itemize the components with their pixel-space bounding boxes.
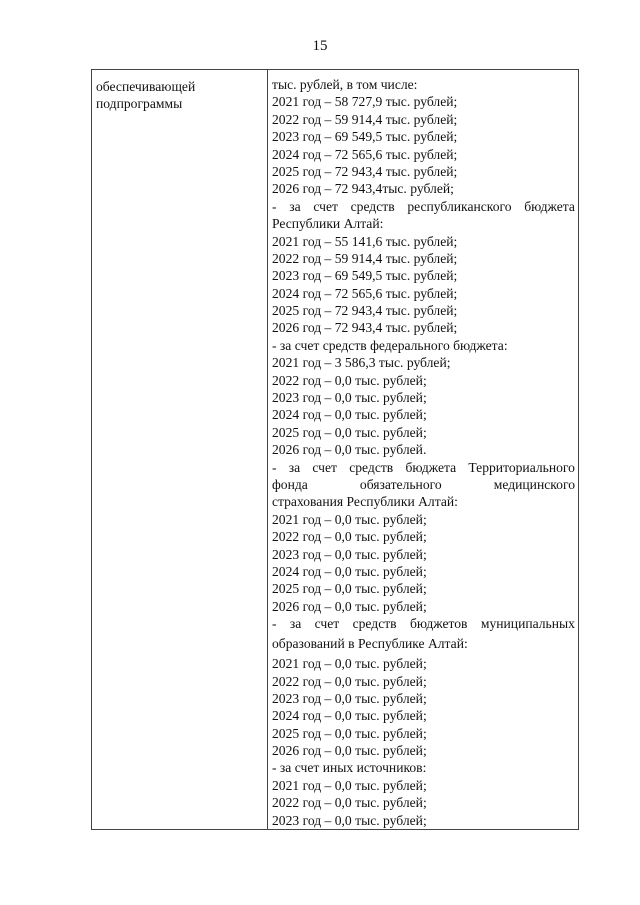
word: за	[289, 616, 302, 632]
source-heading-continued	[272, 476, 575, 493]
word: бюджетов	[409, 616, 468, 632]
funding-total-intro: тыс. рублей, в том числе:	[272, 77, 418, 92]
word: за	[289, 198, 301, 214]
funding-year-line: 2026 год – 0,0 тыс. рублей;	[272, 598, 427, 614]
funding-year-line: 2023 год – 69 549,5 тыс. рублей;	[272, 129, 458, 145]
funding-year-line: 2026 год – 0,0 тыс. рублей;	[272, 743, 427, 759]
word: -	[272, 198, 277, 214]
word: средств	[352, 616, 397, 632]
word: счет	[314, 616, 340, 632]
word: за	[288, 459, 301, 475]
funding-year-line: 2021 год – 58 727,9 тыс. рублей;	[272, 94, 458, 110]
column-divider	[267, 70, 268, 829]
funding-year-line: 2023 год – 0,0 тыс. рублей;	[272, 812, 427, 828]
word: республиканского	[407, 198, 512, 214]
funding-year-line: 2025 год – 0,0 тыс. рублей;	[272, 581, 427, 597]
funding-year-line: 2025 год – 72 943,4 тыс. рублей;	[272, 163, 458, 179]
funding-year-line: 2022 год – 0,0 тыс. рублей;	[272, 372, 427, 388]
left-cell	[96, 78, 261, 113]
funding-year-line: 2025 год – 72 943,4 тыс. рублей;	[272, 303, 458, 319]
word: бюджета	[524, 198, 575, 214]
funding-year-line: 2026 год – 72 943,4тыс. рублей;	[272, 181, 454, 197]
funding-year-line: 2023 год – 0,0 тыс. рублей;	[272, 690, 427, 706]
funding-year-line: 2023 год – 0,0 тыс. рублей;	[272, 390, 427, 406]
word: средств	[350, 198, 395, 214]
funding-year-line: 2021 год – 55 141,6 тыс. рублей;	[272, 233, 458, 249]
word: муниципальных	[480, 616, 575, 632]
right-cell	[272, 76, 575, 829]
word: счет	[312, 459, 337, 475]
source-heading-territorial-fund	[272, 459, 575, 476]
word: медицинского	[493, 476, 575, 492]
funding-table	[91, 69, 579, 830]
funding-year-line: 2021 год – 0,0 тыс. рублей;	[272, 511, 427, 527]
word: средств	[349, 459, 394, 475]
funding-year-line: 2025 год – 0,0 тыс. рублей;	[272, 424, 427, 440]
source-heading-continued: образований в Республике Алтай:	[272, 636, 468, 652]
word: -	[272, 616, 277, 632]
source-heading-republican	[272, 198, 575, 215]
funding-year-line: 2024 год – 0,0 тыс. рублей;	[272, 407, 427, 423]
left-cell-line: подпрограммы	[96, 96, 183, 112]
funding-year-line: 2022 год – 0,0 тыс. рублей;	[272, 795, 427, 811]
word: обязательного	[359, 476, 442, 492]
funding-year-line: 2024 год – 72 565,6 тыс. рублей;	[272, 285, 458, 301]
source-heading-continued: Республики Алтай:	[272, 216, 384, 232]
source-heading-municipal	[272, 615, 575, 635]
funding-year-line: 2024 год – 72 565,6 тыс. рублей;	[272, 146, 458, 162]
source-heading-federal: - за счет средств федерального бюджета:	[272, 337, 508, 353]
left-cell-line: обеспечивающей	[96, 79, 196, 94]
word: фонда	[272, 476, 308, 492]
funding-year-line: 2022 год – 0,0 тыс. рублей;	[272, 529, 427, 545]
funding-year-line: 2023 год – 69 549,5 тыс. рублей;	[272, 268, 458, 284]
funding-year-line: 2026 год – 72 943,4 тыс. рублей;	[272, 320, 458, 336]
funding-year-line: 2022 год – 59 914,4 тыс. рублей;	[272, 111, 458, 127]
word: счет	[313, 198, 338, 214]
word: -	[272, 459, 277, 475]
funding-year-line: 2023 год – 0,0 тыс. рублей;	[272, 546, 427, 562]
funding-year-line: 2021 год – 3 586,3 тыс. рублей;	[272, 355, 451, 371]
funding-year-line: 2022 год – 0,0 тыс. рублей;	[272, 673, 427, 689]
funding-year-line: 2022 год – 59 914,4 тыс. рублей;	[272, 250, 458, 266]
page-number: 15	[312, 38, 328, 54]
funding-year-line: 2025 год – 0,0 тыс. рублей;	[272, 725, 427, 741]
source-heading-continued: страхования Республики Алтай:	[272, 494, 458, 510]
funding-year-line: 2021 год – 0,0 тыс. рублей;	[272, 656, 427, 672]
word: Территориального	[468, 459, 575, 475]
funding-year-line: 2026 год – 0,0 тыс. рублей.	[272, 442, 427, 458]
source-heading-other: - за счет иных источников:	[272, 760, 427, 776]
funding-year-line: 2024 год – 0,0 тыс. рублей;	[272, 563, 427, 579]
word: бюджета	[405, 459, 457, 475]
funding-year-line: 2024 год – 0,0 тыс. рублей;	[272, 708, 427, 724]
funding-year-line: 2021 год – 0,0 тыс. рублей;	[272, 777, 427, 793]
